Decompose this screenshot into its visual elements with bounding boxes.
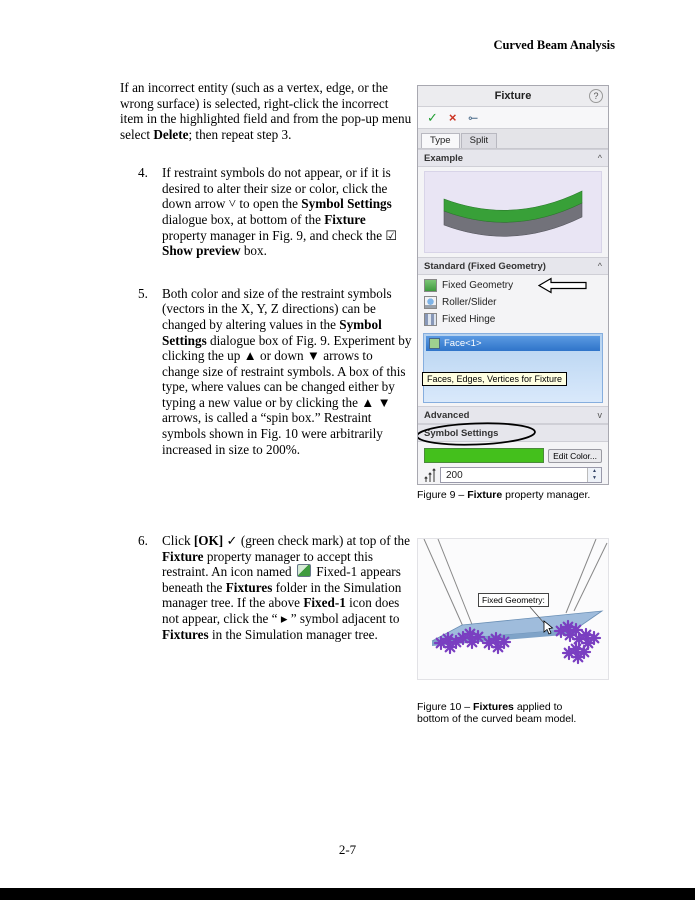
- list-item-number: 5.: [138, 285, 148, 301]
- fixed-hinge-icon: [424, 313, 437, 326]
- running-header: Curved Beam Analysis: [493, 38, 615, 52]
- annotation-arrow: [538, 277, 588, 294]
- symbol-color-row: [424, 448, 602, 463]
- body-text-column: [120, 80, 412, 642]
- page-number: 2-7: [338, 842, 357, 857]
- fixed-geometry-icon: [424, 279, 437, 292]
- list-item-number: 4.: [138, 165, 148, 181]
- ok-check-icon[interactable]: ✓: [427, 109, 438, 125]
- section-header-symbol-settings[interactable]: [418, 424, 608, 442]
- chevron-up-icon: ^: [597, 261, 602, 271]
- fixture-type-label: Fixed Geometry: [442, 280, 514, 291]
- spin-up-icon[interactable]: ▲: [588, 468, 601, 475]
- symbol-size-row: [424, 467, 602, 483]
- symbol-color-swatch: [424, 448, 544, 463]
- example-beam-graphic: [428, 173, 598, 251]
- figure-9-caption: Figure 9 – Fixture property manager.: [417, 489, 591, 501]
- symbol-size-value: 200: [446, 469, 463, 481]
- fixture-property-manager: [417, 85, 609, 485]
- panel-title: Fixture: [494, 90, 532, 102]
- fixture-type-fixed-hinge[interactable]: [422, 311, 604, 328]
- list-item-text: Both color and size of the restraint symbols (vectors in the X, Y, Z directions) can be changed by altering values in the Symbol Settings dialogue box of Fig. 9. Experiment by clicking the up ▲ or down ▼ arrows to change size of restraint symbols. A box of this type, where values can be changed either by typing a new value or by clicking the ▲ ▼ arrows, is called a “spin box.” Restraint symbols shown in Fig. 10 were arbitrarily increased in size to 200%.: [162, 285, 412, 457]
- figure-10: [417, 538, 609, 725]
- fixture-type-label: Roller/Slider: [442, 297, 497, 308]
- face-icon: [429, 338, 440, 349]
- help-icon[interactable]: ?: [589, 89, 603, 103]
- list-item-number: 6.: [138, 533, 148, 549]
- list-item-text: If restraint symbols do not appear, or if it is desired to alter their size or color, click the down arrow ˅ to open the Symbol Settings dialogue box, at bottom of the Fixture property manager in Fig. 9, and check the ☑ Show preview box.: [162, 165, 398, 259]
- spin-down-icon[interactable]: ▼: [588, 475, 601, 482]
- spinner-arrows[interactable]: [587, 468, 601, 482]
- beam-model-graphic: [418, 539, 608, 679]
- selection-tooltip: Faces, Edges, Vertices for Fixture: [422, 372, 567, 386]
- figure-10-caption: Figure 10 – Fixtures applied to bottom of the curved beam model.: [417, 701, 577, 725]
- section-label: Standard (Fixed Geometry): [424, 260, 546, 272]
- list-item-4: [138, 165, 412, 258]
- fixture-type-roller-slider[interactable]: [422, 294, 604, 311]
- face-entry-label: Face<1>: [444, 338, 482, 349]
- chevron-up-icon: ^: [597, 153, 602, 163]
- fixed-geometry-callout: Fixed Geometry:: [478, 593, 549, 607]
- symbol-size-spinbox[interactable]: [440, 467, 602, 483]
- fixture-type-fixed-geometry[interactable]: [422, 277, 604, 294]
- list-item-5: [138, 286, 412, 457]
- fixture-type-list: [418, 275, 608, 330]
- cancel-x-icon[interactable]: ×: [448, 110, 457, 125]
- chevron-down-icon: v: [597, 410, 602, 420]
- edit-color-button[interactable]: Edit Color...: [548, 449, 602, 463]
- panel-header: [418, 86, 608, 107]
- figure-9: [417, 85, 609, 501]
- section-header-example[interactable]: [418, 149, 608, 167]
- tab-split[interactable]: Split: [461, 133, 497, 148]
- selection-list[interactable]: [423, 333, 603, 403]
- tab-type[interactable]: Type: [421, 133, 460, 148]
- roller-slider-icon: [424, 296, 437, 309]
- section-header-advanced[interactable]: [418, 406, 608, 424]
- selected-face-entry[interactable]: [426, 336, 600, 351]
- intro-paragraph: If an incorrect entity (such as a vertex, edge, or the wrong surface) is selected, right-click the incorrect item in the highlighted field and from the pop-up menu select Delete; then repeat step 3.: [120, 80, 412, 142]
- list-item-6: [138, 533, 412, 642]
- model-screenshot: [417, 538, 609, 680]
- fixture-type-label: Fixed Hinge: [442, 314, 496, 325]
- panel-tabs: [418, 129, 608, 149]
- section-label: Advanced: [424, 409, 470, 421]
- section-header-standard[interactable]: [418, 257, 608, 275]
- list-item-text: Click [OK] ✓ (green check mark) at top of the Fixture property manager to accept this restraint. An icon named Fixed-1 appears beneath the Fixtures folder in the Simulation manager tree. If the above Fixed-1 icon does not appear, click the “ ▸ ” symbol adjacent to Fixtures in the Simulation manager tree.: [162, 533, 410, 642]
- fixed-1-icon: [297, 564, 311, 577]
- symbol-size-icon: [424, 468, 436, 483]
- section-label: Example: [424, 152, 464, 164]
- pin-icon[interactable]: ⊸: [467, 110, 478, 125]
- panel-toolbar: [418, 107, 608, 129]
- example-image: [424, 171, 602, 253]
- section-label: Symbol Settings: [424, 427, 499, 439]
- page-bottom-bar: [0, 888, 695, 900]
